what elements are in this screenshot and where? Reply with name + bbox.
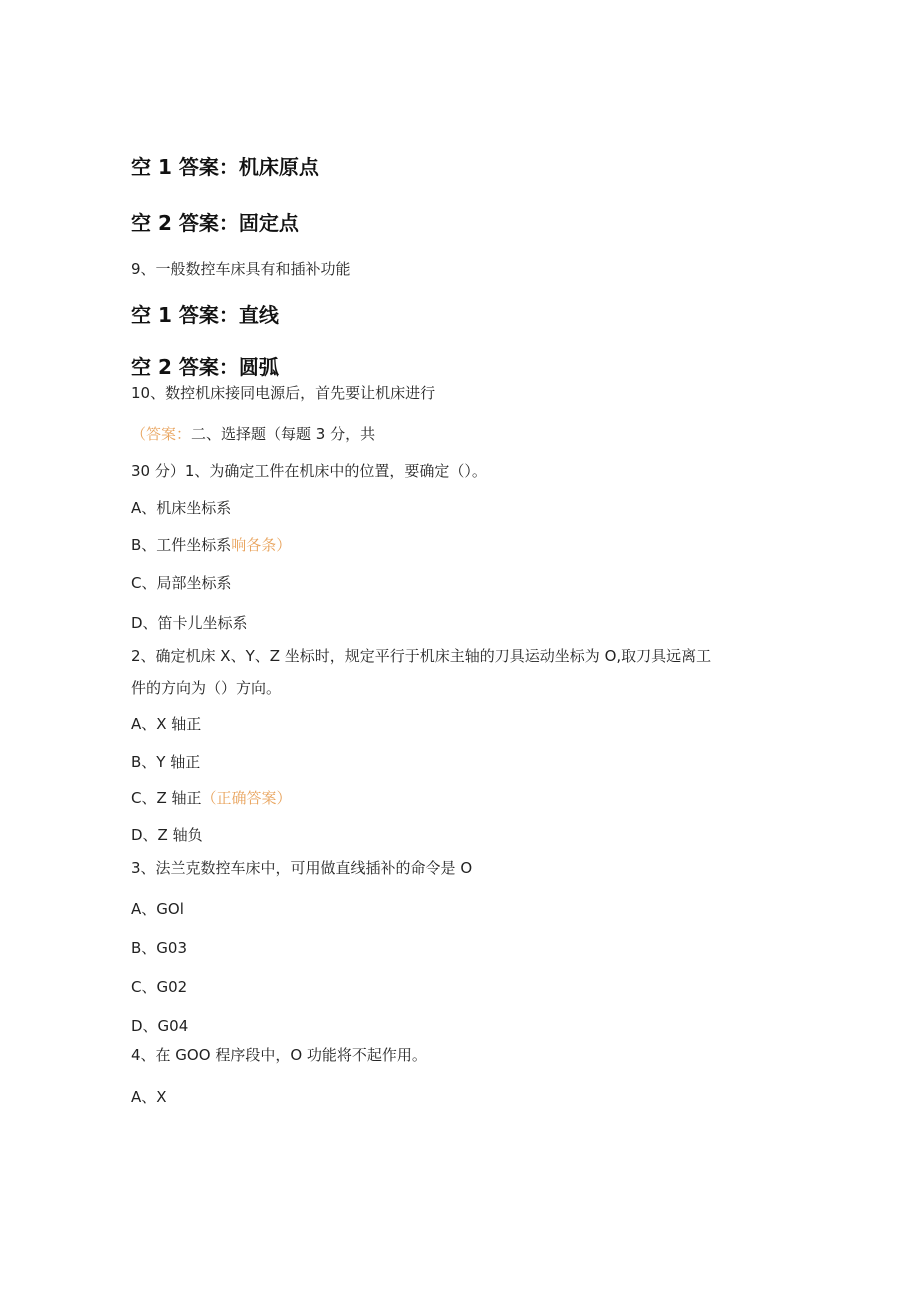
answer-value: 固定点 bbox=[238, 211, 299, 235]
question-4: 4、在 GOO 程序段中，O 功能将不起作用。 bbox=[131, 1046, 427, 1064]
question-2-line2: 件的方向为（）方向。 bbox=[131, 679, 282, 697]
q1-option-d: D、笛卡儿坐标系 bbox=[131, 614, 248, 632]
q2-option-b: B、Y 轴正 bbox=[131, 753, 201, 771]
option-text: B、工件坐标系 bbox=[131, 536, 232, 554]
q2-option-c bbox=[131, 787, 292, 808]
answer-label: 空 2 答案： bbox=[131, 211, 239, 235]
question-9: 9、一般数控车床具有和插补功能 bbox=[131, 260, 351, 278]
q3-option-a: A、GOl bbox=[131, 900, 184, 918]
q2-option-d: D、Z 轴负 bbox=[131, 826, 203, 844]
q3-option-b: B、G03 bbox=[131, 939, 188, 957]
q3-option-d: D、G04 bbox=[131, 1017, 189, 1035]
answer-value: 圆弧 bbox=[238, 355, 279, 379]
answer-blank-1 bbox=[131, 151, 319, 180]
answer-blank-2 bbox=[131, 207, 299, 236]
answer-note: 响各条） bbox=[231, 536, 292, 554]
answer-value: 直线 bbox=[238, 303, 279, 327]
answer-note: （正确答案） bbox=[201, 789, 292, 807]
q1-option-a: A、机床坐标系 bbox=[131, 499, 232, 517]
q1-option-b bbox=[131, 534, 291, 555]
answer-label: 空 2 答案： bbox=[131, 355, 239, 379]
q4-option-a: A、X bbox=[131, 1088, 167, 1106]
answer-label: 空 1 答案： bbox=[131, 155, 239, 179]
q2-option-a: A、X 轴正 bbox=[131, 715, 202, 733]
section-heading-line1 bbox=[131, 423, 375, 444]
q3-option-c: C、G02 bbox=[131, 978, 188, 996]
q9-answer-blank-2 bbox=[131, 351, 279, 380]
question-1: 30 分）1、为确定工件在机床中的位置，要确定（）。 bbox=[131, 462, 487, 480]
question-3: 3、法兰克数控车床中，可用做直线插补的命令是 O bbox=[131, 859, 473, 877]
section-title: 二、选择题（每题 3 分，共 bbox=[191, 425, 376, 443]
answer-prefix: （答案： bbox=[131, 425, 192, 443]
q9-answer-blank-1 bbox=[131, 299, 279, 328]
q1-option-c: C、局部坐标系 bbox=[131, 574, 232, 592]
question-2-line1: 2、确定机床 X、Y、Z 坐标时，规定平行于机床主轴的刀具运动坐标为 O,取刀具远离工 bbox=[131, 647, 712, 665]
answer-value: 机床原点 bbox=[238, 155, 319, 179]
answer-label: 空 1 答案： bbox=[131, 303, 239, 327]
option-text: C、Z 轴正 bbox=[131, 789, 202, 807]
question-10: 10、数控机床接同电源后，首先要让机床进行 bbox=[131, 384, 436, 402]
